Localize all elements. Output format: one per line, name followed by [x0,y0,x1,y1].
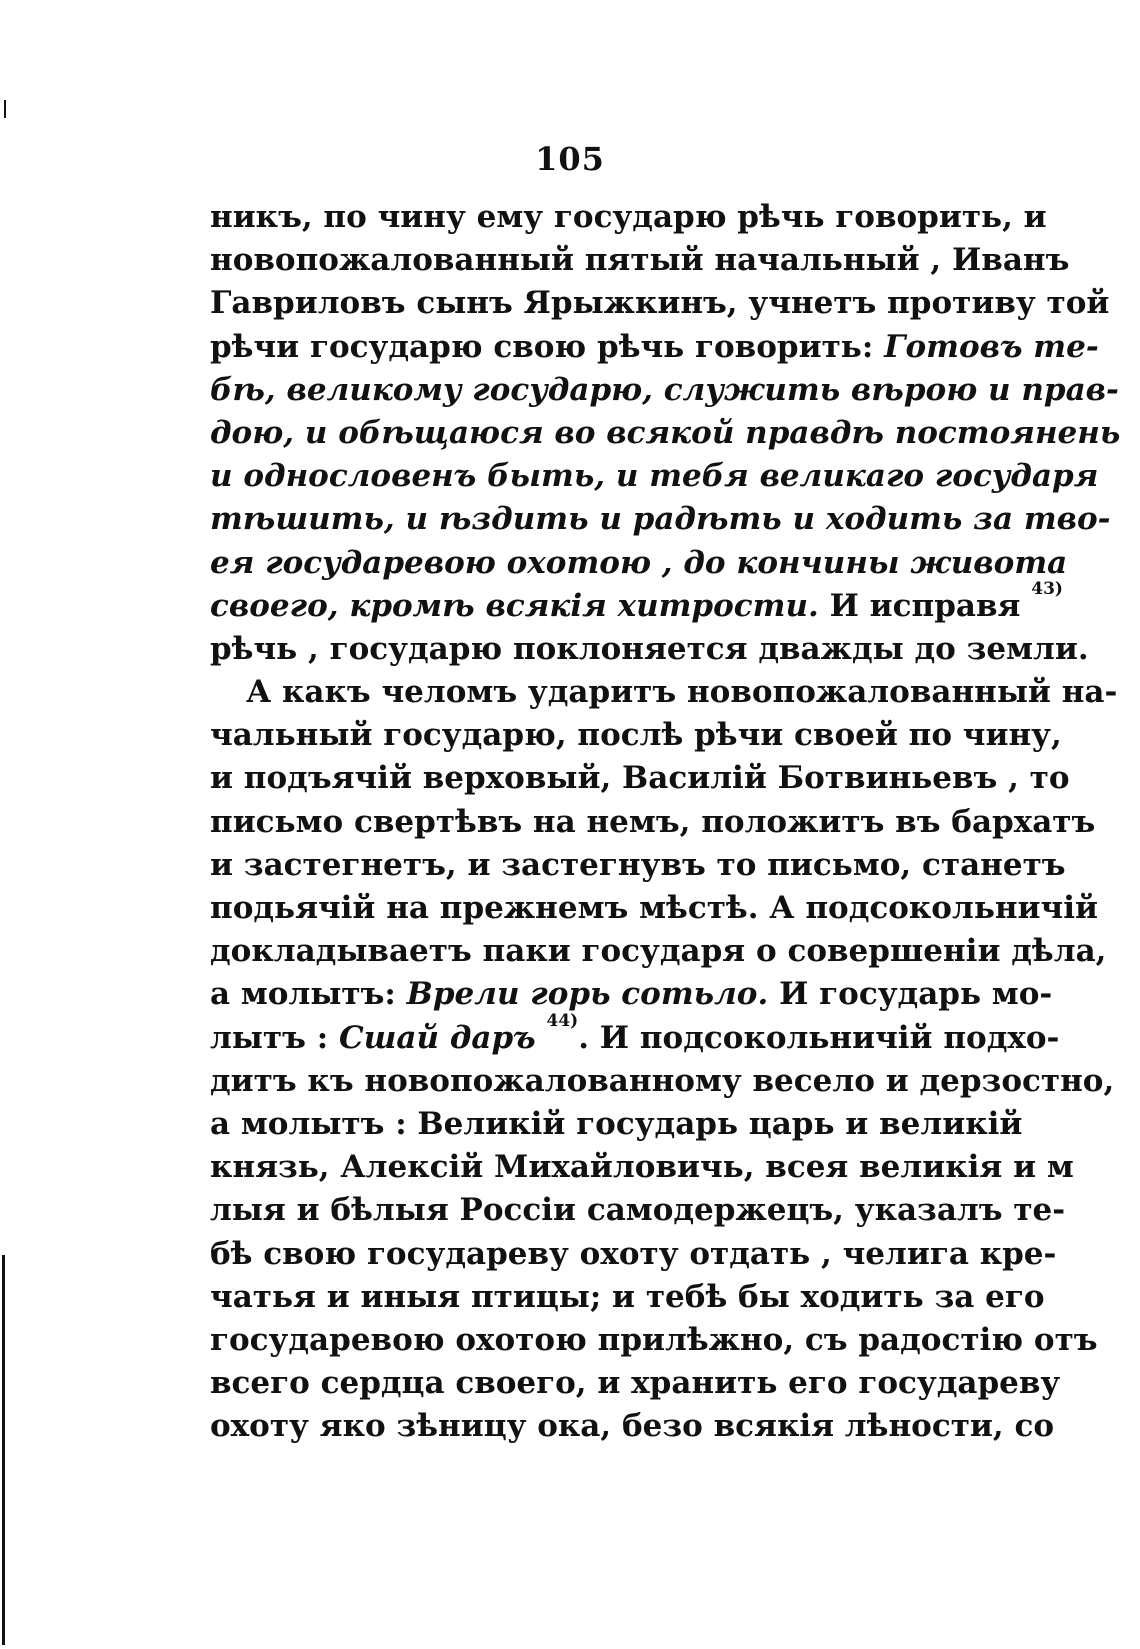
footnote-marker: 43) [1031,578,1063,599]
text-line [210,1060,1115,1103]
text-line [210,1189,1066,1232]
italic-quote: ея государевою охотою , до кончины живота [210,544,1068,581]
text-line [210,542,1068,585]
text-line [210,801,1096,844]
text-line [210,369,1119,412]
text-line [210,1146,1074,1189]
text-run: и застегнетъ, и застегнувъ то письмо, станетъ [210,846,1066,883]
text-line [210,844,1066,887]
text-line [210,578,1063,628]
text-run: письмо свертѣвъ на немъ, положитъ въ бархатъ [210,803,1096,840]
text-line [210,973,1053,1016]
text-run: князь, Алексій Михайловичь, всея великія и м [210,1149,1074,1186]
italic-quote: своего, кромѣ всякія хитрости. [210,587,819,624]
text-line [210,1276,1045,1319]
text-run: . И подсокольничій подхо- [578,1019,1060,1056]
text-run [536,1020,547,1056]
body-text [210,196,1121,1448]
footnote-marker: 44) [546,1010,579,1031]
text-run: А какъ челомъ ударитъ новопожалованный на- [246,674,1118,711]
text-line [210,412,1121,455]
text-line [210,1319,1098,1362]
italic-quote: бѣ, великому государю, служить вѣрою и прав- [210,371,1119,408]
text-run: чатья и иныя птицы; и тебѣ бы ходить за его [210,1278,1045,1315]
text-run: новопожалованный пятый начальный , Иванъ [210,242,1070,279]
italic-quote: Сшай даръ [338,1019,536,1056]
text-line [210,326,1099,369]
text-line [210,1405,1055,1448]
text-run: рѣчи государю свою рѣчь говорить: [210,328,885,365]
text-run: рѣчь , государю поклоняется дважды до земли. [210,630,1089,667]
text-line [210,196,1047,239]
italic-quote: и однословенъ быть, и тебя великаго государя [210,458,1099,495]
text-line [210,628,1089,671]
text-line [210,714,1062,757]
text-run: чальный государю, послѣ рѣчи своей по чину, [210,717,1062,754]
text-line [210,498,1111,541]
text-run: лыя и бѣлыя Россіи самодержецъ, указалъ те- [210,1192,1066,1229]
text-line [210,757,1070,800]
page-number: 105 [535,140,605,178]
text-run: подьячій на прежнемъ мѣстѣ. А подсокольничій [210,890,1099,926]
text-run: охоту яко зѣницу ока, безо всякія лѣности, со [210,1408,1055,1445]
text-run: а молытъ : Великій государь царь и великій [210,1105,1023,1142]
text-run: всего сердца своего, и хранить его государеву [210,1365,1061,1402]
text-line [210,282,1110,325]
text-run: лытъ : [210,1019,339,1056]
italic-quote: Врели горь сотьло. [406,976,769,1013]
text-run: И государь мо- [768,976,1053,1013]
scan-margin-mark [4,100,6,118]
text-run: Гавриловъ сынъ Ярыжкинъ, учнетъ противу той [210,285,1110,322]
text-run: государевою охотою прилѣжно, съ радостію отъ [210,1321,1098,1358]
text-run: никъ, по чину ему государю рѣчь говорить, и [210,199,1047,235]
text-line [210,1233,1057,1276]
italic-quote: Готовъ те- [884,328,1099,365]
text-line [210,1362,1061,1405]
text-line [210,930,1107,973]
text-run: бѣ свою государеву охоту отдать , челига кре- [210,1235,1057,1272]
italic-quote: дою, и обѣщаюся во всякой правдѣ постоянень [210,414,1121,451]
text-line [210,1103,1023,1146]
text-run: и подъячій верховый, Василій Ботвиньевъ , то [210,760,1070,797]
italic-quote: тѣшить, и ѣздить и радѣть и ходить за тво- [210,501,1111,538]
text-line [210,239,1070,282]
text-run: дитъ къ новопожалованному весело и дерзостно, [210,1062,1115,1099]
text-run: И исправя [818,587,1032,624]
text-run: а молытъ: [210,976,407,1013]
text-line [210,1010,1060,1060]
text-line [210,671,1118,714]
text-line [210,887,1099,930]
text-run: докладываетъ паки государя о совершеніи дѣла, [210,933,1107,970]
text-line [210,455,1099,498]
scan-margin-mark [2,1255,5,1645]
